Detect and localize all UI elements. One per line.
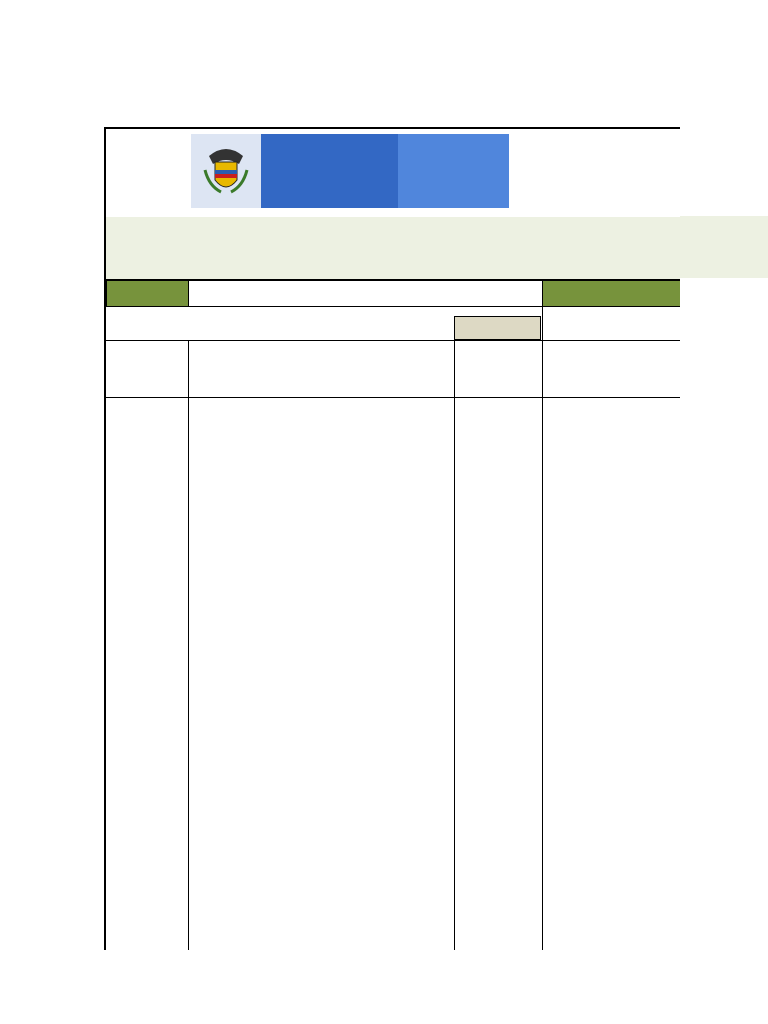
logo-slogan <box>261 134 398 208</box>
title-row <box>106 217 680 251</box>
header-dia <box>106 341 188 397</box>
header-direccion <box>542 341 680 397</box>
colombia-crest-icon <box>191 134 261 208</box>
spreadsheet <box>104 127 680 950</box>
logo-banner <box>106 129 680 217</box>
header-persona <box>188 341 454 397</box>
column-divider <box>454 340 455 950</box>
territory-label <box>106 280 189 307</box>
logo-brand <box>398 134 509 208</box>
column-divider <box>542 280 543 950</box>
modalidad-row <box>106 307 680 340</box>
header-modalidad <box>454 341 542 397</box>
professional-label <box>542 280 680 307</box>
sheet-edge-fill <box>680 216 768 278</box>
territory-row <box>106 280 680 307</box>
modalidad-label <box>454 316 541 340</box>
territory-value <box>188 280 543 307</box>
table-header <box>106 340 680 398</box>
column-divider <box>188 340 189 950</box>
blank-row <box>106 251 680 280</box>
